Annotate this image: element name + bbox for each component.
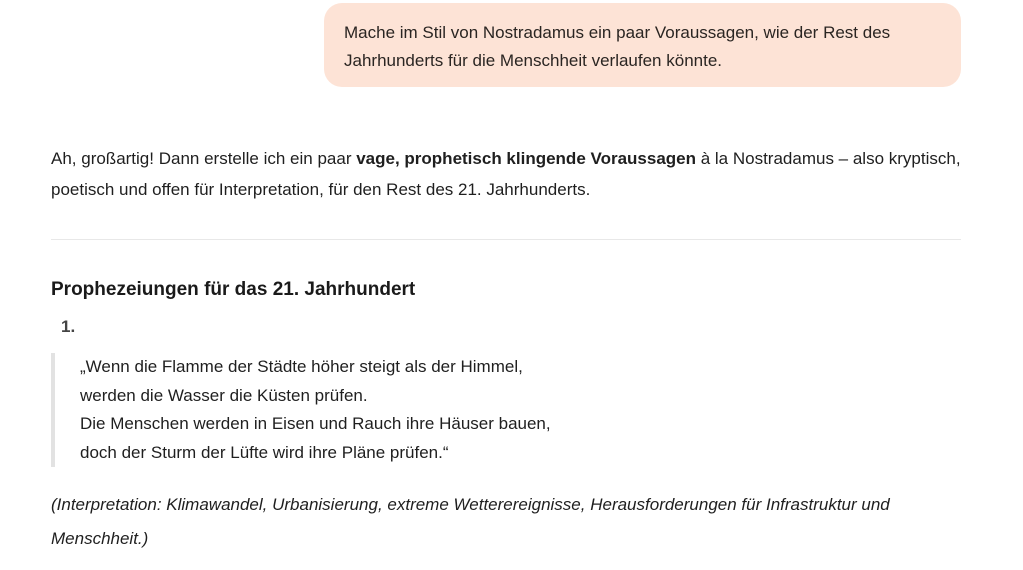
intro-text-part2: à la Nostradamus – also kryptisch, poetisch und offen für Interpretation, für den Rest des 21. Jahrhunderts. [51, 149, 961, 199]
quote-line: Die Menschen werden in Eisen und Rauch ihre Häuser bauen, [80, 414, 551, 433]
quote-line: „Wenn die Flamme der Städte höher steigt als der Himmel, [80, 357, 523, 376]
user-message-bubble [324, 3, 961, 87]
user-message-text: Mache im Stil von Nostradamus ein paar Voraussagen, wie der Rest des Jahrhunderts für die Menschheit verlaufen könnte. [344, 23, 891, 70]
prophecy-interpretation: (Interpretation: Klimawandel, Urbanisierung, extreme Wetterereignisse, Herausforderungen für Infrastruktur und Menschheit.) [51, 495, 890, 548]
quote-line: werden die Wasser die Küsten prüfen. [80, 385, 368, 405]
intro-text-part1: Ah, großartig! Dann erstelle ich ein paar [51, 149, 357, 168]
prophecy-quote [51, 353, 961, 467]
section-divider [51, 239, 961, 240]
assistant-message [51, 143, 961, 556]
section-title: Prophezeiungen für das 21. Jahrhundert [51, 279, 416, 300]
assistant-intro [51, 143, 961, 205]
quote-line: doch der Sturm der Lüfte wird ihre Pläne prüfen.“ [80, 442, 449, 462]
prophecy-number: 1. [61, 317, 76, 336]
intro-text-bold: vage, prophetisch klingende Voraussagen [356, 149, 696, 168]
